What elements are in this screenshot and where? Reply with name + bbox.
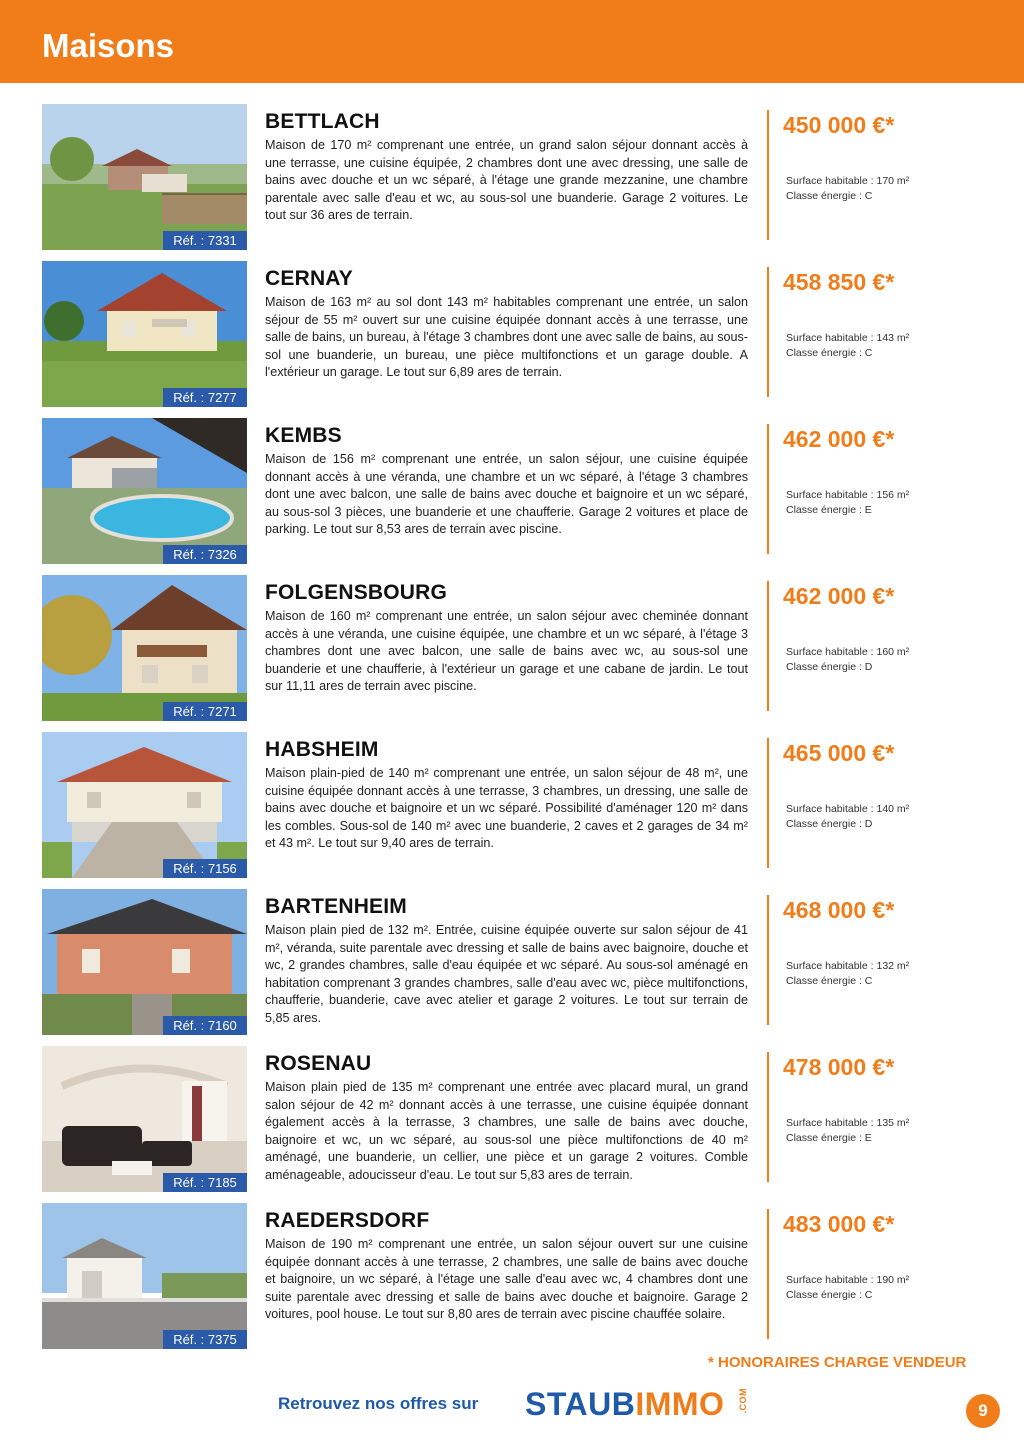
town-name: HABSHEIM — [265, 738, 379, 761]
property-photo[interactable] — [42, 261, 247, 407]
page-number: 9 — [966, 1394, 1000, 1428]
energy-class: Classe énergie : D — [786, 661, 873, 673]
price: 462 000 €* — [783, 426, 895, 452]
reference-badge: Réf. : 7156 — [163, 859, 247, 878]
divider — [767, 110, 769, 240]
price: 458 850 €* — [783, 269, 895, 295]
price: 465 000 €* — [783, 740, 895, 766]
surface-area: Surface habitable : 160 m² — [786, 646, 910, 658]
reference-badge: Réf. : 7160 — [163, 1016, 247, 1035]
property-photo[interactable] — [42, 889, 247, 1035]
listing-card[interactable] — [0, 261, 1024, 407]
listing-card[interactable] — [0, 1203, 1024, 1349]
price: 462 000 €* — [783, 583, 895, 609]
price: 450 000 €* — [783, 112, 895, 138]
reference-badge: Réf. : 7271 — [163, 702, 247, 721]
energy-class: Classe énergie : E — [786, 1132, 872, 1144]
price: 483 000 €* — [783, 1211, 895, 1237]
surface-area: Surface habitable : 132 m² — [786, 960, 910, 972]
logo-suffix: .COM — [738, 1388, 748, 1414]
town-name: BARTENHEIM — [265, 895, 407, 918]
price: 478 000 €* — [783, 1054, 895, 1080]
town-name: CERNAY — [265, 267, 353, 290]
property-description: Maison plain pied de 135 m² comprenant une entrée avec placard mural, un grand salon séjour de 42 m² donnant accès à une terrasse, une cuisine équipée donnant également accès à la terrasse, 3 chambres, une salle de bains avec douche, baignoire et wc, un wc séparé, au sous-sol une pièce multifonctions de 40 m² aménagé, une buanderie, un cellier, une pièce et un garage 2 voitures. Comble aménageable, adoucisseur d'eau. Le tout sur 5,83 ares de terrain. — [265, 1080, 748, 1182]
property-photo[interactable] — [42, 575, 247, 721]
property-photo[interactable] — [42, 732, 247, 878]
energy-class: Classe énergie : E — [786, 504, 872, 516]
energy-class: Classe énergie : C — [786, 975, 873, 987]
listing-card[interactable] — [0, 104, 1024, 250]
property-photo[interactable] — [42, 1046, 247, 1192]
energy-class: Classe énergie : D — [786, 818, 873, 830]
divider — [767, 738, 769, 868]
divider — [767, 1209, 769, 1339]
town-name: RAEDERSDORF — [265, 1209, 430, 1232]
town-name: ROSENAU — [265, 1052, 372, 1075]
reference-badge: Réf. : 7277 — [163, 388, 247, 407]
offers-text: Retrouvez nos offres sur — [278, 1394, 479, 1413]
surface-area: Surface habitable : 190 m² — [786, 1274, 910, 1286]
reference-badge: Réf. : 7331 — [163, 231, 247, 250]
staubimmo-logo[interactable] — [525, 1384, 724, 1424]
property-photo[interactable] — [42, 418, 247, 564]
divider — [767, 267, 769, 397]
surface-area: Surface habitable : 135 m² — [786, 1117, 910, 1129]
section-title: Maisons — [42, 27, 175, 64]
property-description: Maison de 163 m² au sol dont 143 m² habitables comprenant une entrée, un salon séjour de 55 m² ouvert sur une cuisine équipée donnant accès à une terrasse, une salle de bains, un bureau, à l'étage 3 chambres dont une avec salle de bains, au sous-sol une buanderie, un bureau, une pièce multifonctions et un garage double. A l'extérieur un garage. Le tout sur 6,89 ares de terrain. — [265, 295, 748, 380]
property-description: Maison plain-pied de 140 m² comprenant une entrée, un salon séjour de 48 m², une cuisine équipée donnant accès à une terrasse, 3 chambres, un dressing, une salle de bains avec douche et baignoire et un wc séparé. Possibilité d'aménager 120 m² dans les combles. Sous-sol de 140 m² avec une buanderie, 2 caves et 2 garages de 34 m² et 43 m². Le tout sur 9,40 ares de terrain. — [265, 766, 748, 851]
price: 468 000 €* — [783, 897, 895, 923]
surface-area: Surface habitable : 170 m² — [786, 175, 910, 187]
listing-card[interactable] — [0, 889, 1024, 1035]
town-name: BETTLACH — [265, 110, 380, 133]
reference-badge: Réf. : 7185 — [163, 1173, 247, 1192]
listing-card[interactable] — [0, 418, 1024, 564]
divider — [767, 424, 769, 554]
listing-card[interactable] — [0, 1046, 1024, 1192]
town-name: FOLGENSBOURG — [265, 581, 448, 604]
reference-badge: Réf. : 7326 — [163, 545, 247, 564]
reference-badge: Réf. : 7375 — [163, 1330, 247, 1349]
property-photo[interactable] — [42, 1203, 247, 1349]
fees-note: * HONORAIRES CHARGE VENDEUR — [708, 1354, 967, 1371]
surface-area: Surface habitable : 156 m² — [786, 489, 910, 501]
town-name: KEMBS — [265, 424, 342, 447]
divider — [767, 581, 769, 711]
logo-accent: IMMO — [635, 1386, 725, 1422]
property-description: Maison de 160 m² comprenant une entrée, un salon séjour avec cheminée donnant accès à une véranda, une cuisine équipée, une chambre et un wc séparé, à l'étage 3 chambres dont une avec balcon, une salle de bains avec wc, au sous-sol une buanderie et une chaufferie, à l'extérieur un garage et une cabane de jardin. Le tout sur 11,11 ares de terrain avec piscine. — [265, 609, 748, 694]
property-description: Maison de 156 m² comprenant une entrée, un salon séjour, une cuisine équipée donnant accès à une véranda, une chambre et un wc séparé, à l'étage 3 chambres dont une avec balcon, une salle de bains avec douche et baignoire et un wc séparé, au sous-sol 3 pièces, une buanderie et une chaufferie. Garage 2 voitures et place de parking. Le tout sur 8,53 ares de terrain avec piscine. — [265, 452, 748, 537]
surface-area: Surface habitable : 140 m² — [786, 803, 910, 815]
property-description: Maison de 170 m² comprenant une entrée, un grand salon séjour donnant accès à une terrasse, une cuisine équipée, 2 chambres dont une avec dressing, une salle de bains avec douche et un wc séparé, à l'étage une grande mezzanine, une chambre parentale avec salle d'eau et wc, au sous-sol une buanderie. Garage 2 voitures. Le tout sur 36 ares de terrain. — [265, 138, 748, 223]
divider — [767, 1052, 769, 1182]
property-photo[interactable] — [42, 104, 247, 250]
property-description: Maison plain pied de 132 m². Entrée, cuisine équipée ouverte sur salon séjour de 41 m², véranda, suite parentale avec dressing et salle de bains avec baignoire, douche et wc, 2 grandes chambres, salle d'eau équipée et wc séparé. Au sous-sol aménagé en habitation comprenant 3 grandes chambres, salle d'eau avec wc, pièce multifonctions, chaufferie, buanderie, cave avec atelier et garage 2 voitures. Le tout sur terrain de 5,85 ares. — [265, 923, 748, 1025]
logo-main: STAUB — [525, 1386, 636, 1422]
property-description: Maison de 190 m² comprenant une entrée, un salon séjour ouvert sur une cuisine équipée donnant accès à une terrasse, 2 chambres, une salle de bains avec douche et baignoire, un wc séparé, à l'étage une salle d'eau avec wc, 4 chambres dont une suite parentale avec dressing et salle de bains avec douche et baignoire. Garage 2 voitures, pool house. Le tout sur 8,80 ares de terrain avec piscine chauffée solaire. — [265, 1237, 748, 1322]
listing-card[interactable] — [0, 575, 1024, 721]
listing-card[interactable] — [0, 732, 1024, 878]
energy-class: Classe énergie : C — [786, 347, 873, 359]
page-header — [0, 0, 1024, 83]
energy-class: Classe énergie : C — [786, 1289, 873, 1301]
divider — [767, 895, 769, 1025]
surface-area: Surface habitable : 143 m² — [786, 332, 910, 344]
energy-class: Classe énergie : C — [786, 190, 873, 202]
